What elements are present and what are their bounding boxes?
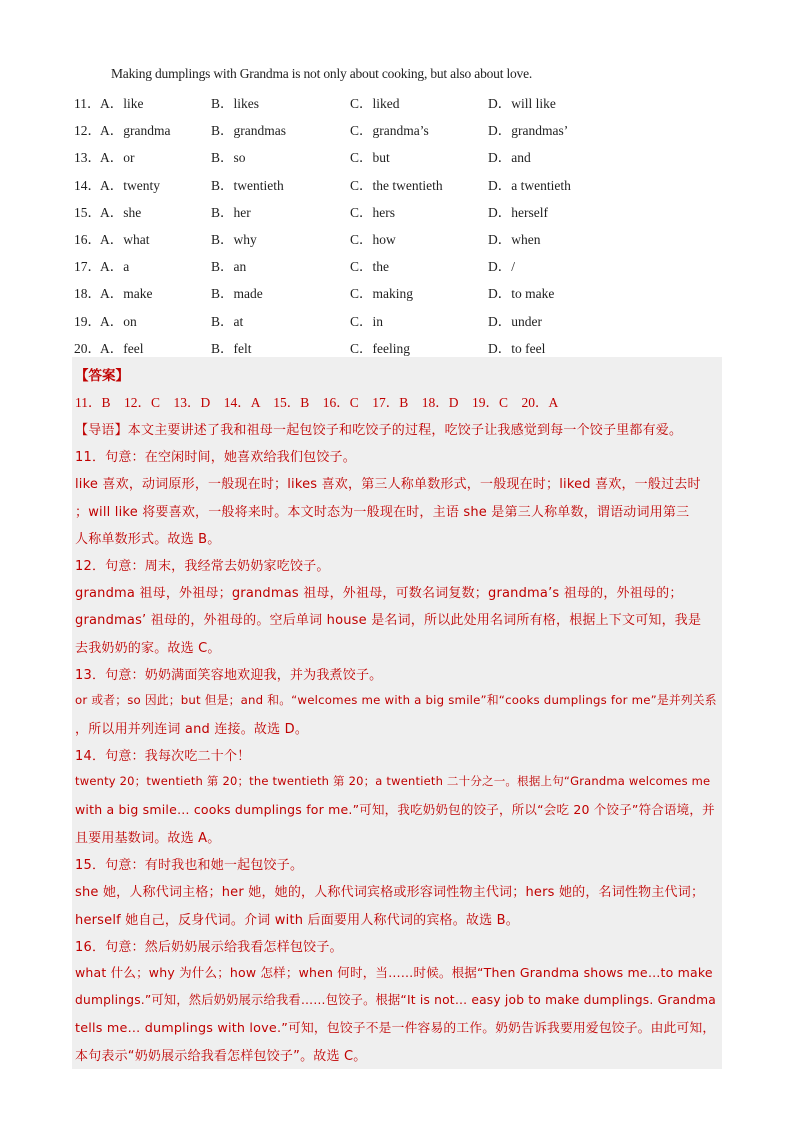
question-number: 17． xyxy=(74,259,101,275)
option-a: A．grandma xyxy=(100,123,171,139)
explanation-line: 13．句意：奶奶满面笑容地欢迎我，并为我煮饺子。 xyxy=(75,667,383,683)
option-d: D．and xyxy=(488,150,531,166)
option-c: C．liked xyxy=(350,96,400,111)
passage-closing-sentence: Making dumplings with Grandma is not only about cooking, but also about love. xyxy=(111,66,533,81)
question-number: 13． xyxy=(74,150,101,166)
option-c: C．feeling xyxy=(350,340,410,356)
option-a: A．like xyxy=(100,96,144,111)
option-c: C．but xyxy=(350,150,390,166)
explanation-line: 且要用基数词。故选 A。 xyxy=(75,831,221,846)
option-a: A．she xyxy=(100,204,142,220)
question-number: 18． xyxy=(74,286,101,302)
option-c: C．how xyxy=(350,232,396,247)
option-b: B．so xyxy=(211,150,246,166)
option-a: A．what xyxy=(100,232,150,247)
explanation-line: grandmas’ 祖母的，外祖母的。空后单词 house 是名词，所以此处用名词所有格，根据上下文可知，我是 xyxy=(75,613,702,629)
option-b: B．likes xyxy=(211,96,260,111)
option-c: C．the xyxy=(350,259,389,275)
explanation-line: with a big smile… cooks dumplings for me.”可知，我吃奶奶包的饺子，所以“会吃 20 个饺子”符合语境，并 xyxy=(75,801,715,817)
option-d: D．/ xyxy=(488,259,515,275)
question-number: 11． xyxy=(74,96,101,111)
explanation-line: like 喜欢，动词原形，一般现在时；likes 喜欢，第三人称单数形式，一般现在时；liked 喜欢，一般过去时 xyxy=(75,477,701,493)
question-number: 14． xyxy=(74,177,101,193)
explanation-line: 12．句意：周末，我经常去奶奶家吃饺子。 xyxy=(75,559,330,574)
option-d: D．to feel xyxy=(488,340,546,356)
option-b: B．felt xyxy=(211,340,252,356)
option-a: A．make xyxy=(100,286,153,302)
explanation-line: ，所以用并列连词 and 连接。故选 D。 xyxy=(75,722,309,738)
option-d: D．under xyxy=(488,313,542,329)
explanation-line: 去我奶奶的家。故选 C。 xyxy=(75,640,221,656)
option-c: C．making xyxy=(350,286,413,302)
option-d: D．when xyxy=(488,232,541,247)
option-d: D．to make xyxy=(488,286,555,302)
option-b: B．at xyxy=(211,313,244,329)
option-c: C．hers xyxy=(350,204,395,220)
explanation-line: 本句表示“奶奶展示给我看怎样包饺子”。故选 C。 xyxy=(75,1048,367,1064)
option-c: C．in xyxy=(350,313,384,329)
option-b: B．an xyxy=(211,259,247,275)
question-number: 16． xyxy=(74,232,101,247)
explanation-line: grandma 祖母，外祖母；grandmas 祖母，外祖母，可数名词复数；grandma’s 祖母的，外祖母的； xyxy=(75,586,683,602)
option-a: A．a xyxy=(100,259,130,275)
option-d: D．grandmas’ xyxy=(488,123,569,139)
explanation-line: herself 她自己，反身代词。介词 with 后面要用人称代词的宾格。故选 B。 xyxy=(75,912,519,928)
question-number: 15． xyxy=(74,204,101,220)
explanation-line: ；will like 将要喜欢，一般将来时。本文时态为一般现在时，主语 she 是第三人称单数，谓语动词用第三 xyxy=(75,504,690,520)
explanation-line: dumplings.”可知，然后奶奶展示给我看……包饺子。根据“It is not… easy job to make dumplings. Grandma xyxy=(75,993,716,1008)
question-number: 20． xyxy=(74,340,101,356)
explanation-line: 【导语】本文主要讲述了我和祖母一起包饺子和吃饺子的过程，吃饺子让我感觉到每一个饺子里都有爱。 xyxy=(75,423,683,438)
option-b: B．grandmas xyxy=(211,123,286,139)
explanation-line: 16．句意：然后奶奶展示给我看怎样包饺子。 xyxy=(75,939,343,955)
option-a: A．feel xyxy=(100,340,144,356)
option-b: B．her xyxy=(211,204,251,220)
explanation-line: twenty 20；twentieth 第 20；the twentieth 第 20；a twentieth 二十分之一。根据上句“Grandma welcomes me xyxy=(75,773,711,788)
option-c: C．the twentieth xyxy=(350,177,443,193)
question-number: 19． xyxy=(74,313,101,329)
option-d: D．herself xyxy=(488,204,548,220)
explanation-line: 15．句意：有时我也和她一起包饺子。 xyxy=(75,858,304,874)
explanation-line: or 或者；so 因此；but 但是；and 和。“welcomes me with a big smile”和“cooks dumplings for me”是并列关系 xyxy=(75,693,717,707)
explanation-line: 人称单数形式。故选 B。 xyxy=(75,531,221,547)
option-a: A．twenty xyxy=(100,177,160,193)
option-d: D．a twentieth xyxy=(488,177,571,193)
explanation-line: 11．句意：在空闲时间，她喜欢给我们包饺子。 xyxy=(75,450,356,466)
option-b: B．twentieth xyxy=(211,177,284,193)
explanation-line: 14．句意：我每次吃二十个！ xyxy=(75,749,251,765)
explanation-line: tells me… dumplings with love.”可知，包饺子不是一件容易的工作。奶奶告诉我要用爱包饺子。由此可知， xyxy=(75,1021,716,1037)
option-b: B．made xyxy=(211,286,263,302)
answer-heading: 【答案】 xyxy=(75,368,129,383)
question-number: 12． xyxy=(74,123,101,139)
explanation-line: what 什么；why 为什么；how 怎样；when 何时，当……时候。根据“Then Grandma shows me…to make xyxy=(75,965,713,980)
option-a: A．on xyxy=(100,313,137,329)
option-b: B．why xyxy=(211,232,257,247)
option-a: A．or xyxy=(100,150,135,166)
answer-key: 11．B 12．C 13．D 14．A 15．B 16．C 17．B 18．D 19．C 20．A xyxy=(75,395,559,410)
option-c: C．grandma’s xyxy=(350,123,429,139)
explanation-line: she 她，人称代词主格；her 她，她的，人称代词宾格或形容词性物主代词；hers 她的，名词性物主代词； xyxy=(75,885,705,901)
option-d: D．will like xyxy=(488,96,556,111)
